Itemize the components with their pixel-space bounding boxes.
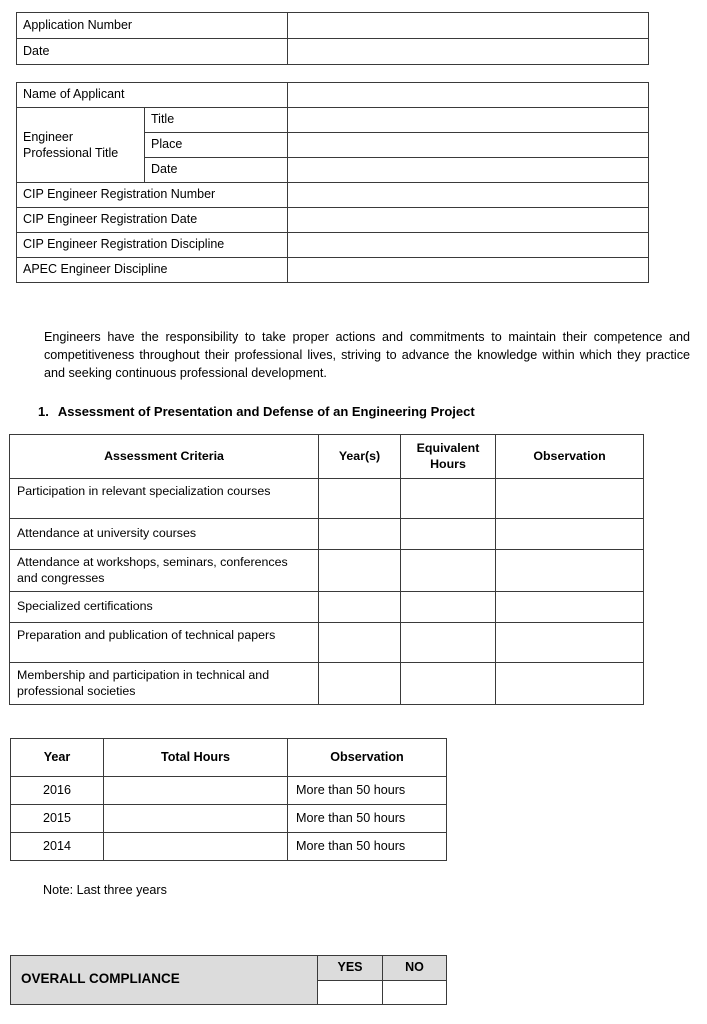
criteria-years-field[interactable]: [319, 550, 401, 592]
year-observation: More than 50 hours: [288, 777, 447, 805]
criteria-label: Attendance at workshops, seminars, conferences and congresses: [10, 550, 319, 592]
yes-checkbox-cell[interactable]: [318, 980, 383, 1004]
criteria-label: Specialized certifications: [10, 592, 319, 623]
year-observation: More than 50 hours: [288, 805, 447, 833]
table-row: [10, 550, 644, 592]
criteria-label: Participation in relevant specialization courses: [10, 479, 319, 519]
yes-header: YES: [318, 956, 383, 981]
overall-compliance-label: OVERALL COMPLIANCE: [11, 956, 318, 1005]
table-row: [10, 663, 644, 705]
table-row: [11, 805, 447, 833]
application-info-table: [16, 12, 649, 65]
cip-registration-date-label: CIP Engineer Registration Date: [17, 208, 288, 233]
criteria-label: Membership and participation in technical and professional societies: [10, 663, 319, 705]
criteria-observation-field[interactable]: [496, 663, 644, 705]
no-header: NO: [383, 956, 447, 981]
criteria-label: Preparation and publication of technical papers: [10, 623, 319, 663]
criteria-observation-field[interactable]: [496, 592, 644, 623]
table-header-row: [11, 739, 447, 777]
assessment-criteria-table: [9, 434, 644, 705]
criteria-years-field[interactable]: [319, 592, 401, 623]
header-years: Year(s): [319, 435, 401, 479]
table-row: [11, 777, 447, 805]
criteria-observation-field[interactable]: [496, 623, 644, 663]
table-row: [17, 39, 649, 65]
engineer-professional-title-label: Engineer Professional Title: [17, 108, 145, 183]
criteria-years-field[interactable]: [319, 519, 401, 550]
application-date-field[interactable]: [288, 39, 649, 65]
apec-engineer-discipline-field[interactable]: [288, 258, 649, 283]
criteria-hours-field[interactable]: [401, 623, 496, 663]
header-equivalent-hours: Equivalent Hours: [401, 435, 496, 479]
criteria-observation-field[interactable]: [496, 550, 644, 592]
criteria-hours-field[interactable]: [401, 592, 496, 623]
table-row: [11, 956, 447, 981]
application-date-label: Date: [17, 39, 288, 65]
applicant-details-table: [16, 82, 649, 283]
table-row: [17, 258, 649, 283]
professional-title-place-field[interactable]: [288, 133, 649, 158]
table-row: [10, 623, 644, 663]
year-observation: More than 50 hours: [288, 833, 447, 861]
overall-compliance-table: [10, 955, 447, 1005]
professional-title-title-field[interactable]: [288, 108, 649, 133]
table-row: [17, 183, 649, 208]
section-title: Assessment of Presentation and Defense of an Engineering Project: [57, 404, 475, 419]
professional-title-date-label: Date: [145, 158, 288, 183]
header-assessment-criteria: Assessment Criteria: [10, 435, 319, 479]
table-row: [11, 833, 447, 861]
cip-registration-number-label: CIP Engineer Registration Number: [17, 183, 288, 208]
table-row: [17, 13, 649, 39]
name-of-applicant-label: Name of Applicant: [17, 83, 288, 108]
total-hours-field[interactable]: [104, 833, 288, 861]
total-hours-field[interactable]: [104, 777, 288, 805]
criteria-years-field[interactable]: [319, 479, 401, 519]
year-value: 2016: [11, 777, 104, 805]
table-row: [17, 233, 649, 258]
no-checkbox-cell[interactable]: [383, 980, 447, 1004]
header-year: Year: [11, 739, 104, 777]
criteria-observation-field[interactable]: [496, 519, 644, 550]
header-total-hours: Total Hours: [104, 739, 288, 777]
cip-registration-discipline-field[interactable]: [288, 233, 649, 258]
apec-engineer-discipline-label: APEC Engineer Discipline: [17, 258, 288, 283]
total-hours-field[interactable]: [104, 805, 288, 833]
table-row: [10, 479, 644, 519]
table-row: [10, 519, 644, 550]
criteria-hours-field[interactable]: [401, 479, 496, 519]
year-value: 2014: [11, 833, 104, 861]
application-number-label: Application Number: [17, 13, 288, 39]
criteria-observation-field[interactable]: [496, 479, 644, 519]
year-totals-table: [10, 738, 447, 861]
cip-registration-date-field[interactable]: [288, 208, 649, 233]
table-row: [17, 83, 649, 108]
criteria-hours-field[interactable]: [401, 519, 496, 550]
criteria-years-field[interactable]: [319, 663, 401, 705]
criteria-hours-field[interactable]: [401, 550, 496, 592]
section-number: 1.: [38, 404, 49, 419]
criteria-years-field[interactable]: [319, 623, 401, 663]
header-observation: Observation: [496, 435, 644, 479]
table-row: [17, 208, 649, 233]
criteria-label: Attendance at university courses: [10, 519, 319, 550]
header-observation: Observation: [288, 739, 447, 777]
table-row: [10, 592, 644, 623]
section-heading: [38, 404, 475, 419]
table-row: [17, 108, 649, 133]
table-header-row: [10, 435, 644, 479]
name-of-applicant-field[interactable]: [288, 83, 649, 108]
professional-title-place-label: Place: [145, 133, 288, 158]
criteria-hours-field[interactable]: [401, 663, 496, 705]
cip-registration-discipline-label: CIP Engineer Registration Discipline: [17, 233, 288, 258]
note-text: Note: Last three years: [43, 883, 167, 897]
professional-title-date-field[interactable]: [288, 158, 649, 183]
professional-title-title-label: Title: [145, 108, 288, 133]
intro-paragraph: Engineers have the responsibility to take proper actions and commitments to maintain their competence and competitiveness throughout their professional lives, striving to advance the knowledge within which they practice and seeking continuous professional development.: [44, 329, 690, 381]
year-value: 2015: [11, 805, 104, 833]
application-number-field[interactable]: [288, 13, 649, 39]
cip-registration-number-field[interactable]: [288, 183, 649, 208]
